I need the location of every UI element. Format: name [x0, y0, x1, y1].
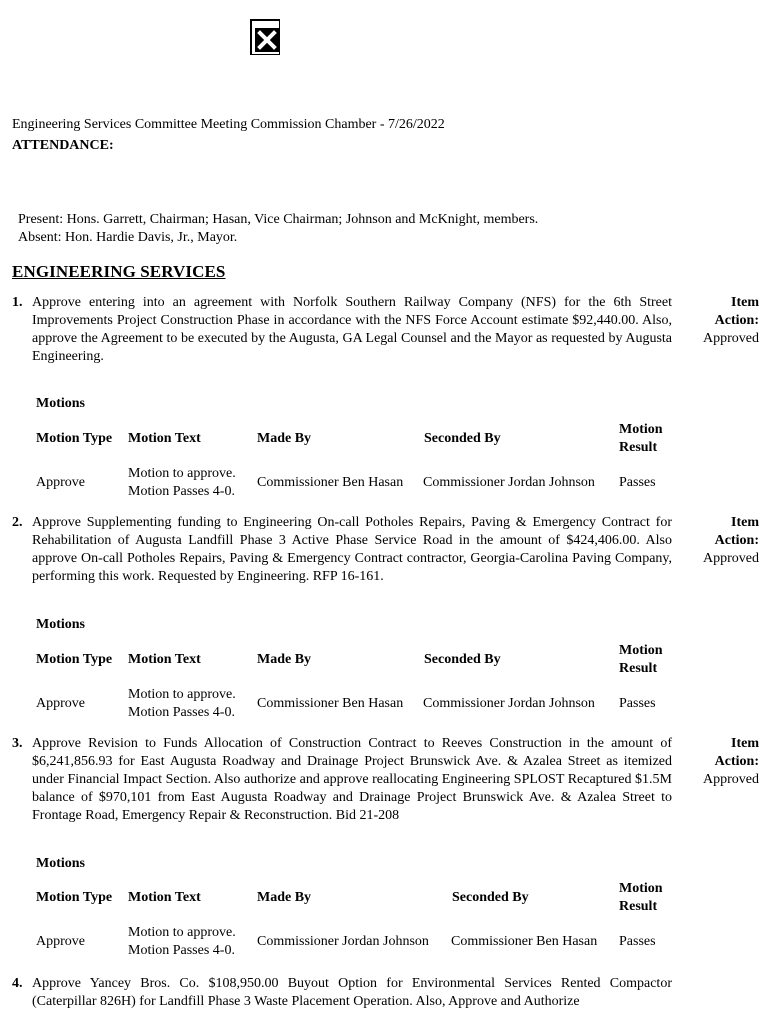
item-action — [687, 514, 759, 568]
motion-made-by: Commissioner Jordan Johnson — [257, 934, 429, 949]
motion-text-2: Motion Passes 4-0. — [128, 705, 235, 720]
attendance-block — [18, 211, 718, 247]
motion-text-1: Motion to approve. — [128, 925, 236, 940]
header-motion-result-1: Motion — [619, 881, 663, 896]
header-made-by: Made By — [257, 890, 312, 905]
broken-image-icon — [255, 24, 279, 54]
motion-type: Approve — [36, 696, 85, 711]
motion-result: Passes — [619, 934, 656, 949]
motion-type: Approve — [36, 934, 85, 949]
meeting-title: Engineering Services Committee Meeting Commission Chamber - 7/26/2022 — [12, 117, 445, 132]
item-action-label: Item Action: — [714, 736, 759, 769]
motion-seconded-by: Commissioner Jordan Johnson — [423, 696, 595, 711]
attendance-label: ATTENDANCE: — [12, 138, 114, 153]
header-motion-text: Motion Text — [128, 890, 201, 905]
item-number: 4. — [12, 976, 23, 991]
motion-type: Approve — [36, 475, 85, 490]
motion-made-by: Commissioner Ben Hasan — [257, 696, 404, 711]
item-text: Approve Yancey Bros. Co. $108,950.00 Buyout Option for Environmental Services Rented Compactor (Caterpillar 826H) for Landfill Phase 3 Waste Placement Operation. Also, Approve and Authorize — [32, 976, 672, 1009]
motion-seconded-by: Commissioner Jordan Johnson — [423, 475, 595, 490]
item-action-value: Approved — [703, 772, 759, 787]
header-motion-result-1: Motion — [619, 422, 663, 437]
motions-heading: Motions — [36, 856, 85, 871]
item-text: Approve Supplementing funding to Engineering On-call Potholes Repairs, Paving & Emergency Contract for Rehabilitation of Augusta Landfill Phase 3 Active Phase Service Road in the amount of $424,406.00. Also approve On-call Potholes Repairs, Paving & Emergency Contract contractor, Georgia-Carolina Paving Company, performing this work. Requested by Engineering. RFP 16-161. — [32, 515, 672, 584]
motion-text-1: Motion to approve. — [128, 687, 236, 702]
header-motion-text: Motion Text — [128, 431, 201, 446]
header-motion-result-2: Result — [619, 899, 658, 914]
header-motion-text: Motion Text — [128, 652, 201, 667]
meeting-header — [12, 116, 712, 155]
motion-made-by: Commissioner Ben Hasan — [257, 475, 404, 490]
logo-image — [250, 19, 280, 55]
header-seconded-by: Seconded By — [424, 652, 501, 667]
motion-text-2: Motion Passes 4-0. — [128, 943, 235, 958]
item-number: 1. — [12, 295, 23, 310]
header-motion-type: Motion Type — [36, 431, 113, 446]
item-number: 2. — [12, 515, 23, 530]
motion-result: Passes — [619, 475, 656, 490]
header-motion-result-2: Result — [619, 661, 658, 676]
section-title: ENGINEERING SERVICES — [12, 262, 226, 281]
header-made-by: Made By — [257, 652, 312, 667]
header-motion-type: Motion Type — [36, 652, 113, 667]
item-text: Approve Revision to Funds Allocation of Construction Contract to Reeves Construction in the amount of $6,241,856.93 for East Augusta Roadway and Drainage Project Brunswick Ave. & Azalea Street as itemized under Financial Impact Section. Also authorize and approve reallocating Engineering SPLOST Recaptured $1.5M balance of $970,101 from East Augusta Roadway and Drainage Project Brunswick Ave. & Azalea Street to Frontage Road, Emergency Repair & Reconstruction. Bid 21-208 — [32, 736, 672, 823]
header-motion-result-1: Motion — [619, 643, 663, 658]
motion-text-1: Motion to approve. — [128, 466, 236, 481]
item-action — [687, 735, 759, 789]
header-seconded-by: Seconded By — [452, 890, 529, 905]
item-action-label: Item Action: — [714, 515, 759, 548]
motions-heading: Motions — [36, 617, 85, 632]
item-action-label: Item Action: — [714, 295, 759, 328]
motion-seconded-by: Commissioner Ben Hasan — [451, 934, 598, 949]
motion-text-2: Motion Passes 4-0. — [128, 484, 235, 499]
motions-heading: Motions — [36, 396, 85, 411]
header-made-by: Made By — [257, 431, 312, 446]
header-seconded-by: Seconded By — [424, 431, 501, 446]
header-motion-type: Motion Type — [36, 890, 113, 905]
item-action-value: Approved — [703, 551, 759, 566]
item-number: 3. — [12, 736, 23, 751]
header-motion-result-2: Result — [619, 440, 658, 455]
item-text: Approve entering into an agreement with Norfolk Southern Railway Company (NFS) for the 6th Street Improvements Project Construction Phase in accordance with the NFS Force Account estimate $92,440.00. Also, approve the Agreement to be executed by the Augusta, GA Legal Counsel and the Mayor as requested by Augusta Engineering. — [32, 295, 672, 364]
absent-line: Absent: Hon. Hardie Davis, Jr., Mayor. — [18, 230, 238, 245]
item-action — [687, 294, 759, 348]
motion-result: Passes — [619, 696, 656, 711]
item-action-value: Approved — [703, 331, 759, 346]
present-line: Present: Hons. Garrett, Chairman; Hasan, Vice Chairman; Johnson and McKnight, members. — [18, 212, 539, 227]
